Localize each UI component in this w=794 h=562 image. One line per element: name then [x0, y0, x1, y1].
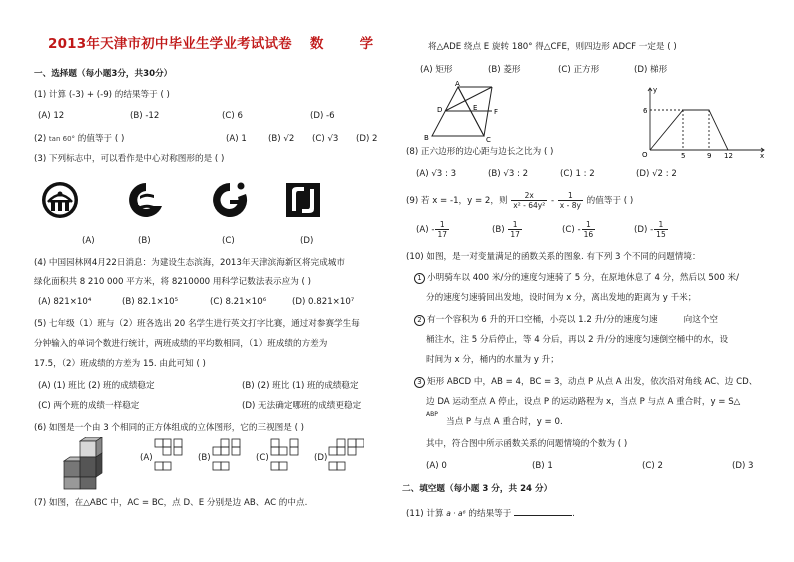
q4-option-d: (D) 0.821×10⁷ — [292, 297, 355, 307]
logo-d-icon — [284, 181, 322, 219]
q6-view-d — [328, 438, 364, 478]
graph-y6-label: 6 — [643, 107, 648, 115]
graph-x5-label: 5 — [681, 152, 686, 160]
exam-title — [48, 38, 373, 50]
q5-line1: (5) 七年级（1）班与（2）班各选出 20 名学生进行英文打字比赛，通过对参赛学生每 — [34, 319, 360, 329]
q9-option-b: (B) $\frac{1}{17}$ — [492, 220, 520, 239]
section1-header: 一、选择题（每小题3分，共30分） — [34, 69, 173, 79]
q4-option-b: (B) 82.1×10⁵ — [122, 297, 179, 307]
q9-option-d: (D) - $\frac{1}{15}$ — [634, 220, 666, 239]
q5-option-a: (A) (1) 班比 (2) 班的成绩稳定 — [38, 381, 155, 391]
graph-x9-label: 9 — [707, 152, 712, 160]
q10-option-d: (D) 3 — [732, 461, 754, 471]
q3-option-b: (B) — [138, 236, 151, 246]
q2-expr: tan 60° — [48, 135, 76, 143]
q2-stem: (2) tan 60° 的值等于 ( ) — [34, 134, 125, 144]
q10-scenario3-subscript: ABP — [426, 411, 438, 418]
q7-option-b: (B) 菱形 — [488, 65, 521, 75]
graph-x12-label: 12 — [724, 152, 733, 160]
q11-answer-blank[interactable] — [514, 506, 572, 516]
graph-y-label: y — [653, 86, 658, 94]
q1-stem: (1) 计算 (-3) + (-9) 的结果等于 ( ) — [34, 90, 170, 100]
fig7-label-d: D — [437, 106, 443, 114]
q4-option-a: (A) 821×10⁴ — [38, 297, 92, 307]
q7-continuation: 将△ADE 绕点 E 旋转 180° 得△CFE，则四边形 ADCF 一定是 ( ) — [428, 42, 677, 52]
q5-option-b: (B) (2) 班比 (1) 班的成绩稳定 — [242, 381, 359, 391]
q10-function-graph — [638, 84, 770, 160]
q7-triangle-figure — [422, 80, 508, 146]
title-sub1: 数 — [309, 36, 324, 52]
q9-fraction-1: $\frac{2x}{\text{x² - 64y²}}$ — [513, 191, 546, 210]
fig7-label-a: A — [455, 80, 460, 88]
q10-option-b: (B) 1 — [532, 461, 553, 471]
fig7-label-e: E — [473, 104, 478, 112]
q10-scenario3-line1: 3 矩形 ABCD 中，AB = 4，BC = 3，动点 P 从点 A 出发，依次沿对角线 AC、边 CD、 — [414, 376, 757, 388]
q3-option-c: (C) — [222, 236, 235, 246]
q5-option-d: (D) 无法确定哪班的成绩更稳定 — [242, 401, 362, 411]
q4-line1: (4) 中国园林网4月22日消息：为建设生态滨海，2013年天津滨海新区将完成城市 — [34, 258, 345, 268]
q3-stem: (3) 下列标志中，可以看作是中心对称图形的是 ( ) — [34, 154, 225, 164]
fig7-label-f: F — [494, 108, 499, 116]
q6-view-c — [270, 438, 306, 478]
q1-option-c: (C) 6 — [222, 111, 243, 121]
q10-stem: (10) 如图，是一对变量满足的函数关系的图象. 有下列 3 个不同的问题情境： — [406, 252, 701, 262]
q7-option-d: (D) 梯形 — [634, 65, 668, 75]
q6-stem: (6) 如图是一个由 3 个相同的正方体组成的立体图形，它的三视图是 ( ) — [34, 423, 305, 433]
q3-option-d: (D) — [300, 236, 314, 246]
q6-option-b: (B) — [198, 453, 211, 463]
q1-option-d: (D) -6 — [310, 111, 335, 121]
q8-option-a: (A) √3 : 3 — [416, 169, 457, 179]
q7-option-a: (A) 矩形 — [420, 65, 453, 75]
graph-x-label: x — [760, 152, 765, 160]
logo-a-icon — [40, 180, 80, 220]
q6-view-a — [154, 438, 190, 478]
fig7-label-c: C — [486, 136, 491, 144]
q8-option-b: (B) √3 : 2 — [488, 169, 529, 179]
q8-option-c: (C) 1 : 2 — [560, 169, 595, 179]
fig7-label-b: B — [424, 134, 429, 142]
q10-option-c: (C) 2 — [642, 461, 663, 471]
logo-c-icon — [208, 180, 252, 220]
logo-b-icon — [126, 180, 166, 220]
q10-ask: 其中，符合图中所示函数关系的问题情境的个数为 ( ) — [426, 439, 628, 449]
q2-option-d: (D) 2 — [356, 134, 378, 144]
q1-option-a: (A) 12 — [38, 111, 65, 121]
q10-scenario3-line3: 当点 P 与点 A 重合时，y = 0. — [446, 417, 563, 427]
q8-stem: (8) 正六边形的边心距与边长之比为 ( ) — [406, 147, 554, 157]
q11-stem: (11) 计算 a · a⁶ 的结果等于 . — [406, 506, 575, 520]
q10-scenario1-line2: 分的速度匀速骑回出发地，设时间为 x 分，离出发地的距离为 y 千米； — [426, 293, 697, 303]
graph-origin-label: O — [642, 151, 648, 159]
q10-scenario3-line2: 边 DA 运动至点 A 停止，设点 P 的运动路程为 x，当点 P 与点 A 重合时，y = S△ — [426, 397, 741, 407]
q10-option-a: (A) 0 — [426, 461, 447, 471]
title-sub2: 学 — [359, 36, 374, 52]
section2-header: 二、填空题（每小题 3 分，共 24 分） — [402, 484, 553, 494]
q2-option-b: (B) √2 — [268, 134, 295, 144]
q11-expr: a · a⁶ — [446, 509, 466, 518]
q6-option-d: (D) — [314, 453, 328, 463]
q6-cubes-figure — [56, 437, 120, 491]
q10-scenario2-line3: 时间为 x 分，桶内的水量为 y 升； — [426, 355, 559, 365]
q1-option-b: (B) -12 — [130, 111, 160, 121]
q2-option-a: (A) 1 — [226, 134, 247, 144]
q5-option-c: (C) 两个班的成绩一样稳定 — [38, 401, 140, 411]
q3-option-a: (A) — [82, 236, 95, 246]
q7-option-c: (C) 正方形 — [558, 65, 600, 75]
q5-line3: 17.5，（2）班成绩的方差为 15. 由此可知 ( ) — [34, 359, 206, 369]
q10-scenario2-line2: 桶注水，注 5 分后停止，等 4 分后，再以 2 升/分的速度匀速倒空桶中的水，设 — [426, 335, 729, 345]
q4-line2: 绿化面积共 8 210 000 平方米，将 8210000 用科学记数法表示应为 ( ) — [34, 277, 311, 287]
q9-option-c: (C) - $\frac{1}{16}$ — [562, 220, 594, 239]
q9-stem: (9) 若 x = -1，y = 2，则 $\frac{2x}{\text{x² - 64y²}}$ - $\frac{1}{x - 8y}$ 的值等于 ( ) — [406, 191, 634, 210]
q10-scenario2-line1: 2 有一个容积为 6 升的开口空桶，小亮以 1.2 升/分的速度匀速 向这个空 — [414, 314, 718, 326]
q9-fraction-2: $\frac{1}{x - 8y}$ — [559, 191, 581, 210]
title-main: 2013年天津市初中毕业生学业考试试卷 — [48, 36, 292, 52]
q2-option-c: (C) √3 — [312, 134, 339, 144]
q10-scenario1-line1: 1 小明骑车以 400 米/分的速度匀速骑了 5 分，在原地休息了 4 分，然后以 500 米/ — [414, 272, 739, 284]
q8-option-d: (D) √2 : 2 — [636, 169, 677, 179]
q9-option-a: (A) - $\frac{1}{17}$ — [416, 220, 447, 239]
q6-option-c: (C) — [256, 453, 269, 463]
q6-view-b — [212, 438, 248, 478]
q6-option-a: (A) — [140, 453, 153, 463]
q4-option-c: (C) 8.21×10⁶ — [210, 297, 267, 307]
q5-line2: 分钟输入的单词个数进行统计，两班成绩的平均数相同，（1）班成绩的方差为 — [34, 339, 328, 349]
q7-stem: (7) 如图，在△ABC 中，AC = BC，点 D、E 分别是边 AB、AC 的中点. — [34, 498, 308, 508]
